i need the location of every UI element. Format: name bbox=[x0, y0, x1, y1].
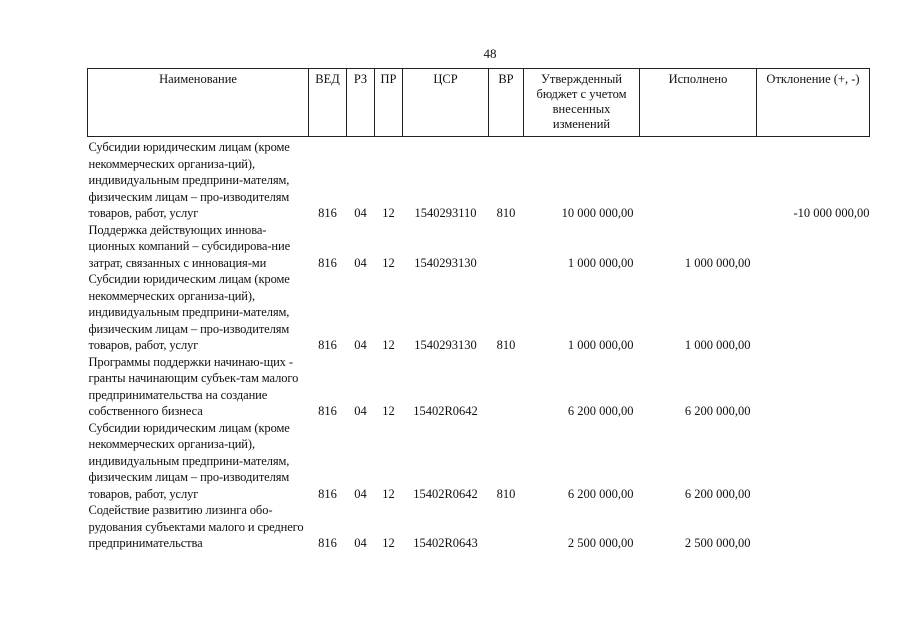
row-csr: 1540293130 bbox=[414, 338, 477, 352]
row-csr: 15402R0643 bbox=[413, 536, 478, 550]
row-executed: 1 000 000,00 bbox=[684, 255, 751, 270]
row-deviation bbox=[757, 222, 870, 272]
row-name: Программы поддержки начинаю-щих - гранты начинающим субъек-там малого предпринимательства на создание собственного бизнеса bbox=[88, 354, 299, 418]
row-pr: 12 bbox=[382, 536, 395, 550]
header-pr: ПР bbox=[375, 69, 403, 137]
row-executed: 6 200 000,00 bbox=[684, 486, 751, 501]
row-deviation bbox=[757, 502, 870, 552]
table-body bbox=[88, 137, 870, 552]
row-vr bbox=[489, 354, 524, 420]
row-rz: 04 bbox=[354, 338, 367, 352]
header-csr: ЦСР bbox=[403, 69, 489, 137]
row-ved: 816 bbox=[318, 404, 337, 418]
row-name: Поддержка действующих иннова-ционных компаний – субсидирова-ние затрат, связанных с инновация-ми bbox=[88, 222, 291, 270]
row-name: Содействие развитию лизинга обо-рудования субъектами малого и среднего предпринимательства bbox=[88, 503, 304, 550]
budget-table bbox=[87, 68, 870, 552]
row-executed: 2 500 000,00 bbox=[684, 536, 751, 550]
row-approved: 1 000 000,00 bbox=[567, 338, 634, 352]
row-deviation bbox=[757, 271, 870, 354]
row-csr: 1540293110 bbox=[414, 206, 477, 220]
header-vr: ВР bbox=[489, 69, 524, 137]
table-row bbox=[88, 420, 870, 503]
table-row bbox=[88, 222, 870, 272]
row-rz: 04 bbox=[354, 404, 367, 418]
header-approved: Утвержденный бюджет с учетом внесенных изменений bbox=[524, 69, 640, 137]
row-vr bbox=[489, 502, 524, 552]
row-approved: 6 200 000,00 bbox=[567, 404, 634, 418]
row-vr: 810 bbox=[496, 338, 516, 352]
row-deviation: -10 000 000,00 bbox=[793, 206, 870, 220]
table-row bbox=[88, 502, 870, 552]
table-row bbox=[88, 271, 870, 354]
row-name: Субсидии юридическим лицам (кроме некоммерческих организа-ций), индивидуальным предприни-мателям, физическим лицам – про-изводителям товаров, работ, услуг bbox=[88, 140, 290, 220]
row-ved: 816 bbox=[318, 536, 337, 550]
row-rz: 04 bbox=[354, 536, 367, 550]
header-name: Наименование bbox=[88, 69, 309, 137]
row-vr: 810 bbox=[496, 206, 516, 220]
table-header bbox=[88, 69, 870, 137]
row-executed bbox=[640, 137, 757, 222]
row-rz: 04 bbox=[354, 486, 367, 501]
row-executed: 1 000 000,00 bbox=[684, 338, 751, 352]
table-row bbox=[88, 354, 870, 420]
row-approved: 6 200 000,00 bbox=[567, 486, 634, 501]
row-vr: 810 bbox=[496, 486, 516, 501]
row-approved: 10 000 000,00 bbox=[561, 206, 634, 220]
row-deviation bbox=[757, 354, 870, 420]
row-approved: 2 500 000,00 bbox=[567, 536, 634, 550]
row-rz: 04 bbox=[354, 206, 367, 220]
row-name: Субсидии юридическим лицам (кроме некоммерческих организа-ций), индивидуальным предприни-мателям, физическим лицам – про-изводителям товаров, работ, услуг bbox=[88, 420, 290, 501]
row-pr: 12 bbox=[382, 404, 395, 418]
row-csr: 1540293130 bbox=[414, 255, 477, 270]
row-csr: 15402R0642 bbox=[413, 486, 478, 501]
row-csr: 15402R0642 bbox=[413, 404, 478, 418]
row-rz: 04 bbox=[354, 255, 367, 270]
header-executed: Исполнено bbox=[640, 69, 757, 137]
row-ved: 816 bbox=[318, 338, 337, 352]
row-ved: 816 bbox=[318, 486, 337, 501]
row-pr: 12 bbox=[382, 206, 395, 220]
row-executed: 6 200 000,00 bbox=[684, 404, 751, 418]
row-deviation bbox=[757, 420, 870, 503]
header-rz: РЗ bbox=[347, 69, 375, 137]
header-ved: ВЕД bbox=[309, 69, 347, 137]
row-pr: 12 bbox=[382, 255, 395, 270]
row-approved: 1 000 000,00 bbox=[567, 255, 634, 270]
table-row bbox=[88, 137, 870, 222]
row-ved: 816 bbox=[318, 206, 337, 220]
row-pr: 12 bbox=[382, 338, 395, 352]
row-pr: 12 bbox=[382, 486, 395, 501]
row-ved: 816 bbox=[318, 255, 337, 270]
row-vr bbox=[489, 222, 524, 272]
page-number: 48 bbox=[483, 46, 497, 61]
header-deviation: Отклонение (+, -) bbox=[757, 69, 870, 137]
row-name: Субсидии юридическим лицам (кроме некоммерческих организа-ций), индивидуальным предприни-мателям, физическим лицам – про-изводителям товаров, работ, услуг bbox=[88, 272, 290, 352]
